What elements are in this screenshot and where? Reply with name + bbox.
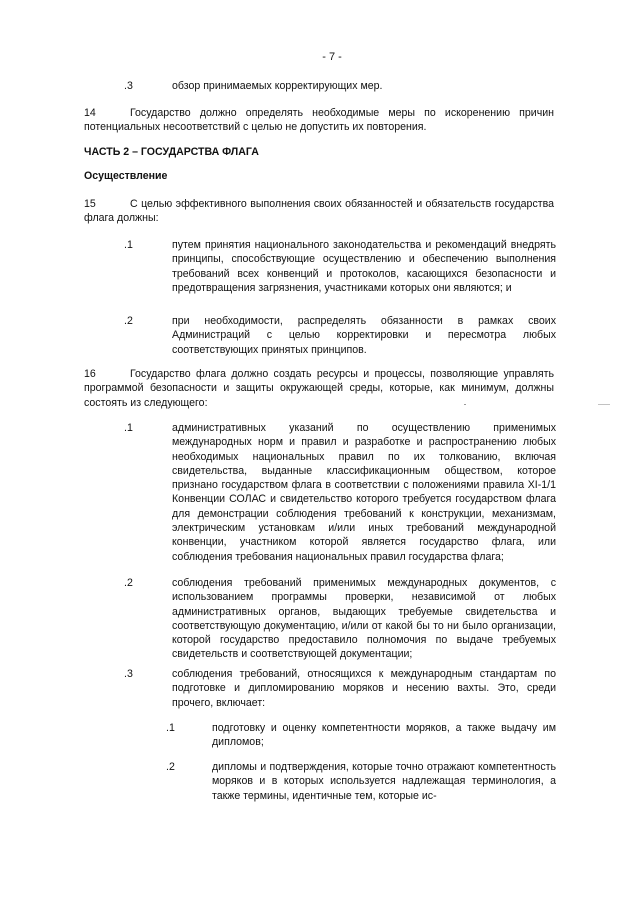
paragraph-number: 15 [84,198,96,210]
list-item-text: административных указаний по осуществлению применимых международных норм и правил и разработке и распространению любых необходимых национальных правил по их толкованию, включая свидетельства, выданные классификационным обществом, которое признано государством флага в соответствии с положениями правила XI-1/1 Конвенции СОЛАС и свидетельство которого требуется государством флага для демонстрации соблюдения требований к конструкции, механизмам, электрическим установкам и/или иных требований международной конвенции, участником которой является государство флага, или соблюдения требования национальных правил государства флага; [172,422,556,563]
subsection-heading: Осуществление [84,170,168,182]
sublist-item-text: дипломы и подтверждения, которые точно отражают компетентность моряков и в которых используется надлежащая терминология, а также термины, идентичные тем, которые ис- [212,761,556,802]
section-heading: ЧАСТЬ 2 – ГОСУДАРСТВА ФЛАГА [84,146,259,158]
list-item-text: соблюдения требований применимых международных документов, с использованием программы проверки, независимой от любых административных органов, выдающих требуемые свидетельства и соответствующую документацию, и/или от какой бы то ни было организации, которой государство предоставило полномочия по выдаче требуемых свидетельств и соответствующей документации; [172,577,556,661]
list-item-number: .2 [124,315,133,327]
scan-speck [464,404,466,405]
sublist-item-number: .1 [166,722,175,734]
list-item-number: .1 [124,422,133,434]
paragraph-number: 16 [84,368,96,380]
paragraph-number: 14 [84,107,96,119]
list-item-number: .2 [124,577,133,589]
list-item-number: .3 [124,668,133,680]
list-item-number: .1 [124,239,133,251]
list-item-number: .3 [124,80,133,92]
sublist-item-number: .2 [166,761,175,773]
page-number: - 7 - [322,51,342,63]
list-item-text: при необходимости, распределять обязанности в рамках своих Администраций с целью корректировки и пересмотра любых соответствующих принятых принципов. [172,315,556,356]
sublist-item-text: подготовку и оценку компетентности моряков, а также выдачу им дипломов; [212,722,556,749]
list-item-text: обзор принимаемых корректирующих мер. [172,80,383,92]
list-item-text: соблюдения требований, относящихся к международным стандартам по подготовке и дипломированию моряков и несению вахты. Это, среди прочего, включает: [172,668,556,709]
list-item-text: путем принятия национального законодательства и рекомендаций внедрять принципы, способствующие осуществлению и обеспечению выполнения требований всех конвенций и протоколов, касающихся безопасности и предотвращения загрязнения, участниками которых они являются; и [172,239,556,294]
paragraph-15-text: С целью эффективного выполнения своих обязанностей и обязательств государства флага должны: [84,198,554,225]
paragraph-14-text: Государство должно определять необходимые меры по искоренению причин потенциальных несоответствий с целью не допустить их повторения. [84,107,554,134]
scan-speck [598,404,610,405]
paragraph-16-text: Государство флага должно создать ресурсы и процессы, позволяющие управлять программой безопасности и защиты окружающей среды, которые, как минимум, должны состоять из следующего: [84,368,554,409]
